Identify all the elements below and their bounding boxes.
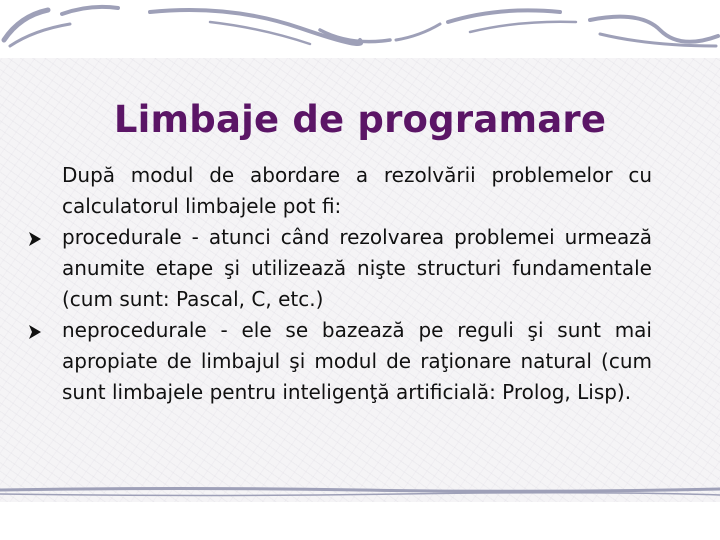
brush-strokes-decoration: [0, 0, 720, 58]
slide-body: [62, 160, 652, 408]
arrow-bullet-icon: [28, 316, 44, 347]
arrow-bullet-icon: [28, 223, 44, 254]
bullet-text: procedurale - atunci când rezolvarea problemei urmează anumite etape şi utilizează nişte structuri fundamentale (cum sunt: Pascal, C, etc.): [62, 225, 652, 311]
header-decoration: [0, 0, 720, 58]
footer-rule-decoration: [0, 482, 720, 502]
bullet-text: neprocedurale - ele se bazează pe reguli şi sunt mai apropiate de limbajul şi modul de raţionare natural (cum sunt limbajele pentru inteligenţă artificială: Prolog, Lisp).: [62, 318, 652, 404]
bullet-item-nonprocedural: [62, 315, 652, 408]
footer-band: [0, 502, 720, 540]
intro-paragraph: După modul de abordare a rezolvării problemelor cu calculatorul limbajele pot fi:: [62, 163, 652, 218]
bullet-item-procedural: [62, 222, 652, 315]
slide-title: Limbaje de programare: [113, 98, 607, 141]
